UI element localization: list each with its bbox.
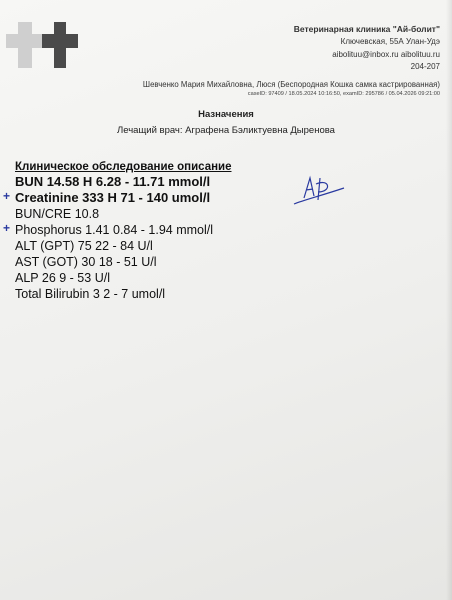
results-heading: Клиническое обследование описание (15, 161, 232, 173)
handwritten-plus-mark-phosphorus: + (3, 221, 11, 235)
result-row-alt: ALT (GPT) 75 22 - 84 U/l (15, 239, 153, 253)
result-row-phosphorus: Phosphorus 1.41 0.84 - 1.94 mmol/l (15, 223, 214, 237)
lab-results (15, 160, 232, 302)
result-row-ast: AST (GOT) 30 18 - 51 U/l (15, 255, 157, 269)
patient-info: Шевченко Мария Михайловна, Люся (Беспородная Кошка самка кастрированная) (142, 80, 440, 89)
result-row-bun-cre: BUN/CRE 10.8 (15, 207, 100, 221)
handwritten-signature (290, 170, 350, 210)
clinic-address: Ключевская, 55А Улан-Удэ (340, 37, 440, 46)
page-edge-shadow (446, 0, 452, 600)
result-row-creatinine: Creatinine 333 H 71 - 140 umol/l (15, 190, 211, 205)
handwritten-plus-mark-creatinine: + (3, 189, 11, 203)
case-info: caseID: 97409 / 18.05.2024 10:16:50, examID: 295786 / 05.04.2026 09:21:00 (247, 91, 440, 97)
clinic-info (294, 23, 440, 74)
doctor-line: Лечащий врач: Аграфена Бэликтуевна Дыренова (117, 125, 335, 136)
result-row-alp: ALP 26 9 - 53 U/l (15, 271, 110, 285)
clinic-emails: aibolituu@inbox.ru aibolituu.ru (332, 49, 440, 59)
clinic-logo-icon (6, 22, 78, 68)
clinic-name: Ветеринарная клиника "Ай-болит" (293, 24, 440, 34)
clinic-phone: 204-207 (410, 62, 440, 71)
result-row-bilirubin: Total Bilirubin 3 2 - 7 umol/l (15, 287, 166, 301)
result-row-bun: BUN 14.58 H 6.28 - 11.71 mmol/l (15, 174, 211, 189)
page-title: Назначения (198, 109, 254, 120)
